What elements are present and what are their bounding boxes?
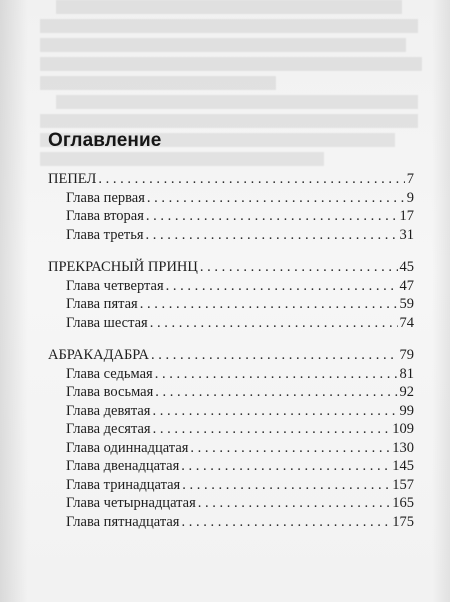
page-number: 9 xyxy=(406,189,414,206)
toc-chapter-entry[interactable] xyxy=(48,277,414,296)
toc-chapter-entry[interactable] xyxy=(48,365,414,384)
page-number: 165 xyxy=(392,495,414,511)
chapter-title: Глава четырнадцатая xyxy=(66,495,196,511)
page-number: 7 xyxy=(406,171,414,187)
toc-chapter-entry[interactable] xyxy=(48,457,414,476)
page-number: 175 xyxy=(392,513,414,530)
chapter-title: Глава седьмая xyxy=(66,365,153,382)
dot-leader xyxy=(190,439,390,458)
page-number: 99 xyxy=(399,402,414,419)
page-number: 79 xyxy=(399,347,414,363)
dot-leader xyxy=(151,346,398,365)
dot-leader xyxy=(200,258,398,277)
dot-leader xyxy=(152,402,397,421)
dot-leader xyxy=(198,494,391,513)
part-title: ПЕПЕЛ xyxy=(48,171,97,187)
dot-leader xyxy=(153,420,391,439)
toc-part xyxy=(48,170,414,244)
chapter-title: Глава двенадцатая xyxy=(66,458,180,474)
page-number: 81 xyxy=(399,365,414,382)
dot-leader xyxy=(140,295,398,314)
part-title: ПРЕКРАСНЫЙ ПРИНЦ xyxy=(48,259,198,275)
toc-chapter-entry[interactable] xyxy=(48,420,414,439)
dot-leader xyxy=(146,207,398,226)
chapter-title: Глава девятая xyxy=(66,402,151,419)
chapter-title: Глава первая xyxy=(66,189,145,206)
toc-part-entry[interactable] xyxy=(48,346,414,365)
page-number: 92 xyxy=(399,384,414,400)
chapter-title: Глава четвертая xyxy=(66,277,164,294)
dot-leader xyxy=(181,513,390,532)
chapter-title: Глава тринадцатая xyxy=(66,476,181,493)
toc-chapter-entry[interactable] xyxy=(48,439,414,458)
page-number: 74 xyxy=(399,314,414,331)
toc-chapter-entry[interactable] xyxy=(48,494,414,513)
toc-chapter-entry[interactable] xyxy=(48,207,414,226)
chapter-title: Глава одиннадцатая xyxy=(66,439,189,456)
toc-part-entry[interactable] xyxy=(48,170,414,189)
dot-leader xyxy=(155,383,397,402)
chapter-title: Глава десятая xyxy=(66,421,151,437)
page-number: 145 xyxy=(392,458,414,474)
dot-leader xyxy=(98,170,404,189)
toc-part-entry[interactable] xyxy=(48,258,414,277)
toc-chapter-entry[interactable] xyxy=(48,476,414,495)
toc-chapter-entry[interactable] xyxy=(48,513,414,532)
toc-part xyxy=(48,258,414,332)
page-number: 17 xyxy=(399,208,414,224)
toc-chapter-entry[interactable] xyxy=(48,314,414,333)
dot-leader xyxy=(147,189,405,208)
dot-leader xyxy=(155,365,398,384)
page-number: 59 xyxy=(399,296,414,312)
chapter-title: Глава третья xyxy=(66,226,144,243)
toc-chapter-entry[interactable] xyxy=(48,383,414,402)
page-gutter-shadow xyxy=(0,0,28,602)
dot-leader xyxy=(181,457,390,476)
chapter-title: Глава пятая xyxy=(66,296,138,312)
page-edge-shadow xyxy=(432,0,450,602)
toc-chapter-entry[interactable] xyxy=(48,189,414,208)
page-number: 130 xyxy=(392,439,414,456)
page-number: 45 xyxy=(399,259,414,275)
dot-leader xyxy=(182,476,390,495)
page-number: 157 xyxy=(392,476,414,493)
toc-chapter-entry[interactable] xyxy=(48,295,414,314)
chapter-title: Глава восьмая xyxy=(66,384,154,400)
dot-leader xyxy=(166,277,398,296)
table-of-contents xyxy=(48,170,414,545)
page-number: 109 xyxy=(392,421,414,437)
toc-chapter-entry[interactable] xyxy=(48,402,414,421)
dot-leader xyxy=(150,314,398,333)
page-number: 31 xyxy=(399,226,414,243)
part-title: АБРАКАДАБРА xyxy=(48,347,149,363)
page-number: 47 xyxy=(399,277,414,294)
toc-heading: Оглавление xyxy=(48,130,162,151)
chapter-title: Глава шестая xyxy=(66,314,148,331)
toc-chapter-entry[interactable] xyxy=(48,226,414,245)
dot-leader xyxy=(146,226,398,245)
toc-part xyxy=(48,346,414,531)
chapter-title: Глава вторая xyxy=(66,208,144,224)
chapter-title: Глава пятнадцатая xyxy=(66,513,180,530)
